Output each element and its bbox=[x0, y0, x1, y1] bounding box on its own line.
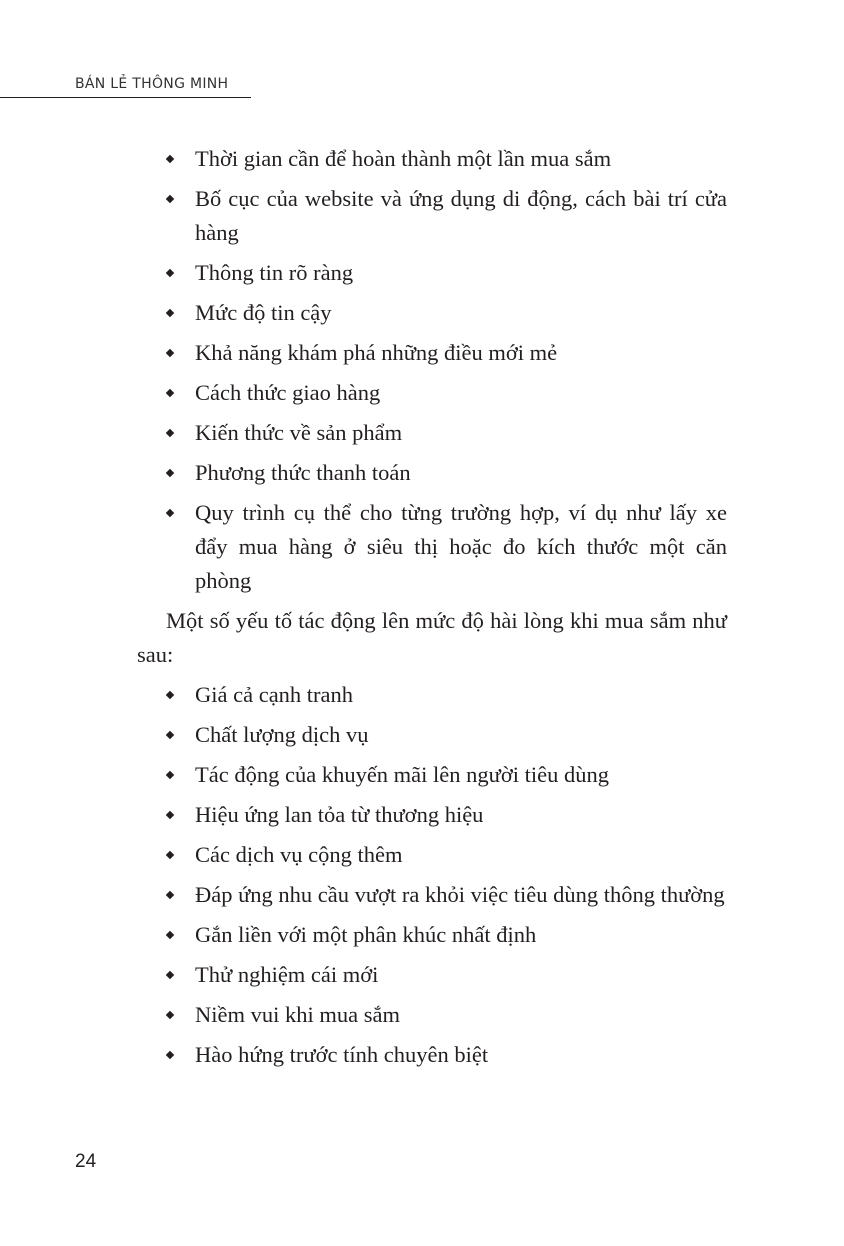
diamond-bullet-icon bbox=[166, 349, 174, 357]
list-item bbox=[137, 416, 727, 450]
list-item-text: Phương thức thanh toán bbox=[195, 460, 411, 485]
list-item-text: Kiến thức về sản phẩm bbox=[195, 420, 403, 445]
diamond-bullet-icon bbox=[166, 309, 174, 317]
diamond-bullet-icon bbox=[166, 469, 174, 477]
list-item bbox=[137, 1038, 727, 1072]
list-item bbox=[137, 336, 727, 370]
diamond-bullet-icon bbox=[166, 155, 174, 163]
list-item-text: Đáp ứng nhu cầu vượt ra khỏi việc tiêu dùng thông thường bbox=[195, 882, 725, 907]
list-item-text: Khả năng khám phá những điều mới mẻ bbox=[195, 340, 558, 365]
list-item bbox=[137, 758, 727, 792]
diamond-bullet-icon bbox=[166, 1051, 174, 1059]
list-item bbox=[137, 718, 727, 752]
list-item bbox=[137, 838, 727, 872]
list-item-text: Niềm vui khi mua sắm bbox=[195, 1002, 400, 1027]
list-item bbox=[137, 376, 727, 410]
list-item bbox=[137, 142, 727, 176]
diamond-bullet-icon bbox=[166, 811, 174, 819]
page-number: 24 bbox=[75, 1151, 97, 1172]
list-item bbox=[137, 878, 727, 912]
list-item-text: Chất lượng dịch vụ bbox=[195, 722, 369, 747]
page-body bbox=[137, 142, 727, 1078]
list-item-text: Hiệu ứng lan tỏa từ thương hiệu bbox=[195, 802, 484, 827]
list-item-text: Hào hứng trước tính chuyên biệt bbox=[195, 1042, 489, 1067]
running-header: BÁN LẺ THÔNG MINH bbox=[75, 76, 229, 92]
list-item-text: Quy trình cụ thể cho từng trường hợp, ví dụ như lấy xe đẩy mua hàng ở siêu thị hoặc đo kích thước một căn phòng bbox=[195, 500, 727, 593]
diamond-bullet-icon bbox=[166, 731, 174, 739]
list-item-text: Bố cục của website và ứng dụng di động, cách bài trí cửa hàng bbox=[195, 186, 727, 245]
list-item-text: Mức độ tin cậy bbox=[195, 300, 332, 325]
list-item-text: Các dịch vụ cộng thêm bbox=[195, 842, 403, 867]
list-item-text: Thử nghiệm cái mới bbox=[195, 962, 379, 987]
diamond-bullet-icon bbox=[166, 891, 174, 899]
diamond-bullet-icon bbox=[166, 389, 174, 397]
list-item-text: Giá cả cạnh tranh bbox=[195, 682, 354, 707]
list-item bbox=[137, 918, 727, 952]
header-rule bbox=[0, 97, 251, 98]
diamond-bullet-icon bbox=[166, 851, 174, 859]
list-item bbox=[137, 496, 727, 598]
list-item bbox=[137, 998, 727, 1032]
list-item-text: Thông tin rõ ràng bbox=[195, 260, 354, 285]
diamond-bullet-icon bbox=[166, 429, 174, 437]
list-item-text: Tác động của khuyến mãi lên người tiêu dùng bbox=[195, 762, 609, 787]
list-item-text: Gắn liền với một phân khúc nhất định bbox=[195, 922, 537, 947]
diamond-bullet-icon bbox=[166, 771, 174, 779]
list-item bbox=[137, 296, 727, 330]
diamond-bullet-icon bbox=[166, 971, 174, 979]
list-item bbox=[137, 256, 727, 290]
bullet-list-experience-factors bbox=[137, 142, 727, 598]
diamond-bullet-icon bbox=[166, 931, 174, 939]
list-item-text: Thời gian cần để hoàn thành một lần mua sắm bbox=[195, 146, 612, 171]
list-item bbox=[137, 958, 727, 992]
list-item bbox=[137, 456, 727, 490]
diamond-bullet-icon bbox=[166, 509, 174, 517]
list-item-text: Cách thức giao hàng bbox=[195, 380, 381, 405]
diamond-bullet-icon bbox=[166, 1011, 174, 1019]
bullet-list-satisfaction-factors bbox=[137, 678, 727, 1072]
list-item bbox=[137, 798, 727, 832]
list-item bbox=[137, 182, 727, 250]
body-paragraph: Một số yếu tố tác động lên mức độ hài lòng khi mua sắm như sau: bbox=[137, 608, 727, 667]
diamond-bullet-icon bbox=[166, 195, 174, 203]
diamond-bullet-icon bbox=[166, 691, 174, 699]
diamond-bullet-icon bbox=[166, 269, 174, 277]
list-item bbox=[137, 678, 727, 712]
